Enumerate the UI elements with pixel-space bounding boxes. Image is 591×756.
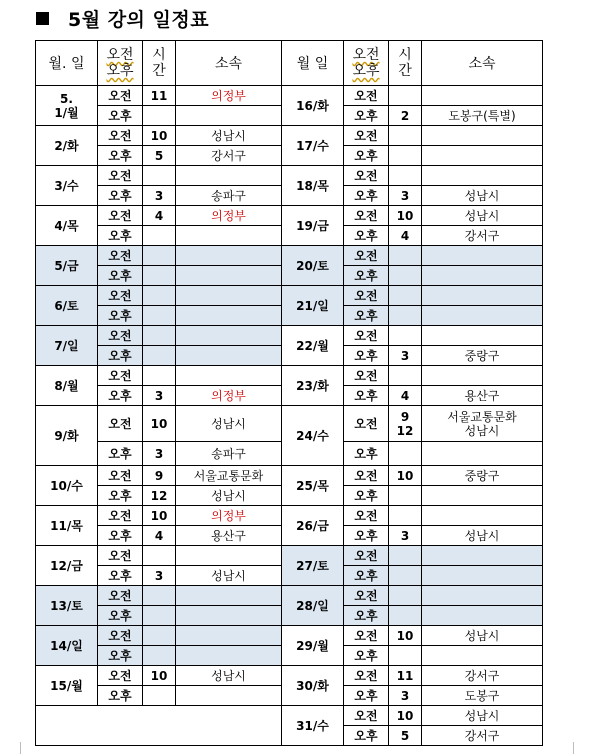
left-empty-cell [36, 706, 282, 746]
header-date: 월. 일 [36, 41, 98, 86]
right-date-cell [282, 166, 344, 206]
right-pm-label: 오후 [344, 646, 389, 666]
right-pm-label: 오후 [344, 606, 389, 626]
left-pm-label: 오후 [98, 606, 143, 626]
left-pm-hours: 3 [143, 186, 176, 206]
left-pm-org [176, 306, 282, 326]
left-date-cell [36, 206, 98, 246]
right-date-text: 29/월 [296, 638, 329, 653]
right-pm-hours: 2 [389, 106, 422, 126]
right-date-cell [282, 506, 344, 546]
right-pm-org [422, 606, 543, 626]
right-pm-org: 강서구 [422, 726, 543, 746]
right-date-cell [282, 626, 344, 666]
left-am-label: 오전 [98, 506, 143, 526]
right-date-text: 18/목 [296, 178, 329, 193]
right-am-hours [389, 506, 422, 526]
left-date-cell [36, 466, 98, 506]
left-pm-hours [143, 606, 176, 626]
left-pm-hours: 12 [143, 486, 176, 506]
left-am-label: 오전 [98, 406, 143, 442]
right-pm-label: 오후 [344, 486, 389, 506]
right-am-label: 오전 [344, 466, 389, 486]
left-pm-org [176, 226, 282, 246]
header-ampm-2: 오전 오후 [344, 41, 389, 86]
right-date-text: 20/토 [296, 258, 329, 273]
right-pm-org [422, 486, 543, 506]
right-pm-hours: 3 [389, 186, 422, 206]
left-pm-org: 성남시 [176, 486, 282, 506]
right-date-cell [282, 546, 344, 586]
left-am-org: 서울교통문화 [176, 466, 282, 486]
left-am-label: 오전 [98, 546, 143, 566]
right-pm-org [422, 442, 543, 466]
left-am-org [176, 546, 282, 566]
right-pm-label: 오후 [344, 226, 389, 246]
table-row [36, 586, 543, 606]
left-am-hours: 10 [143, 126, 176, 146]
right-pm-org [422, 146, 543, 166]
right-date-text: 23/화 [296, 378, 329, 393]
left-am-hours: 10 [143, 666, 176, 686]
right-am-hours [389, 86, 422, 106]
left-date-text: 6/토 [54, 298, 79, 313]
left-pm-label: 오후 [98, 266, 143, 286]
left-pm-hours: 3 [143, 566, 176, 586]
right-am-org: 성남시 [422, 626, 543, 646]
right-am-label: 오전 [344, 586, 389, 606]
right-am-org [422, 86, 543, 106]
left-am-hours: 10 [143, 506, 176, 526]
left-pm-org: 성남시 [176, 566, 282, 586]
table-row [36, 246, 543, 266]
right-am-hours: 10 [389, 626, 422, 646]
right-pm-org: 강서구 [422, 226, 543, 246]
right-am-hours: 9 12 [389, 406, 422, 442]
right-pm-hours [389, 646, 422, 666]
left-pm-org: 의정부 [176, 386, 282, 406]
left-date-text: 11/목 [50, 518, 83, 533]
left-pm-org [176, 106, 282, 126]
left-date-cell [36, 626, 98, 666]
right-pm-hours [389, 306, 422, 326]
left-am-label: 오전 [98, 166, 143, 186]
left-pm-hours: 5 [143, 146, 176, 166]
right-am-label: 오전 [344, 406, 389, 442]
left-pm-hours [143, 646, 176, 666]
right-date-text: 24/수 [296, 428, 329, 443]
header-hours: 시 간 [143, 41, 176, 86]
table-row [36, 326, 543, 346]
right-date-text: 31/수 [296, 718, 329, 733]
header-org-2: 소속 [422, 41, 543, 86]
right-date-cell [282, 466, 344, 506]
right-pm-label: 오후 [344, 106, 389, 126]
left-date-cell [36, 286, 98, 326]
left-am-org: 성남시 [176, 406, 282, 442]
right-pm-label: 오후 [344, 526, 389, 546]
left-pm-label: 오후 [98, 106, 143, 126]
right-pm-hours: 4 [389, 386, 422, 406]
left-am-hours [143, 586, 176, 606]
left-am-label: 오전 [98, 326, 143, 346]
left-pm-label: 오후 [98, 686, 143, 706]
table-row [36, 206, 543, 226]
right-date-text: 27/토 [296, 558, 329, 573]
left-pm-hours [143, 226, 176, 246]
left-pm-label: 오후 [98, 306, 143, 326]
right-date-text: 26/금 [296, 518, 329, 533]
right-am-org [422, 126, 543, 146]
right-am-label: 오전 [344, 246, 389, 266]
left-pm-label: 오후 [98, 346, 143, 366]
right-am-hours [389, 126, 422, 146]
table-row [36, 626, 543, 646]
right-am-org [422, 246, 543, 266]
right-am-label: 오전 [344, 126, 389, 146]
right-date-cell [282, 326, 344, 366]
left-am-org [176, 246, 282, 266]
right-date-text: 22/월 [296, 338, 329, 353]
left-pm-org [176, 686, 282, 706]
left-am-hours [143, 166, 176, 186]
left-date-text: 3/수 [54, 178, 79, 193]
right-am-hours: 11 [389, 666, 422, 686]
right-pm-label: 오후 [344, 306, 389, 326]
right-date-cell [282, 86, 344, 126]
left-date-cell [36, 326, 98, 366]
right-date-text: 17/수 [296, 138, 329, 153]
left-pm-label: 오후 [98, 526, 143, 546]
right-pm-hours: 4 [389, 226, 422, 246]
right-pm-label: 오후 [344, 146, 389, 166]
right-pm-label: 오후 [344, 686, 389, 706]
right-am-org: 성남시 [422, 206, 543, 226]
right-date-cell [282, 706, 344, 746]
left-am-org [176, 366, 282, 386]
left-pm-label: 오후 [98, 486, 143, 506]
right-pm-hours [389, 486, 422, 506]
left-pm-hours: 4 [143, 526, 176, 546]
right-am-org: 서울교통문화 성남시 [422, 406, 543, 442]
right-am-org [422, 166, 543, 186]
right-am-hours [389, 546, 422, 566]
document-title [36, 5, 209, 31]
right-am-label: 오전 [344, 706, 389, 726]
left-pm-org [176, 346, 282, 366]
left-am-label: 오전 [98, 626, 143, 646]
left-pm-label: 오후 [98, 146, 143, 166]
right-am-hours [389, 286, 422, 306]
right-date-text: 30/화 [296, 678, 329, 693]
left-pm-org: 송파구 [176, 186, 282, 206]
right-am-org [422, 326, 543, 346]
left-am-label: 오전 [98, 366, 143, 386]
right-pm-hours: 5 [389, 726, 422, 746]
left-date-cell [36, 406, 98, 466]
left-am-org [176, 586, 282, 606]
left-date-cell [36, 586, 98, 626]
left-date-cell [36, 366, 98, 406]
right-am-hours [389, 246, 422, 266]
left-am-org: 성남시 [176, 666, 282, 686]
right-pm-org: 용산구 [422, 386, 543, 406]
left-date-text: 8/월 [54, 378, 79, 393]
left-date-text: 9/화 [54, 428, 79, 443]
right-am-label: 오전 [344, 626, 389, 646]
left-am-hours: 4 [143, 206, 176, 226]
right-am-org [422, 506, 543, 526]
table-row [36, 666, 543, 686]
right-am-hours: 10 [389, 466, 422, 486]
left-am-label: 오전 [98, 666, 143, 686]
right-pm-label: 오후 [344, 186, 389, 206]
table-row [36, 86, 543, 106]
right-pm-org: 성남시 [422, 526, 543, 546]
right-date-cell [282, 586, 344, 626]
right-pm-label: 오후 [344, 726, 389, 746]
left-am-label: 오전 [98, 126, 143, 146]
left-am-hours [143, 626, 176, 646]
left-am-hours [143, 546, 176, 566]
right-date-cell [282, 286, 344, 326]
left-pm-org [176, 646, 282, 666]
right-am-hours: 10 [389, 706, 422, 726]
right-pm-hours: 3 [389, 526, 422, 546]
table-row [36, 286, 543, 306]
left-date-text: 15/월 [50, 678, 83, 693]
right-am-label: 오전 [344, 86, 389, 106]
schedule-table [35, 40, 543, 746]
right-date-cell [282, 406, 344, 466]
header-row [36, 41, 543, 86]
right-am-hours [389, 326, 422, 346]
left-pm-hours [143, 346, 176, 366]
right-pm-org [422, 646, 543, 666]
right-pm-org [422, 566, 543, 586]
left-pm-org: 용산구 [176, 526, 282, 546]
left-am-org: 의정부 [176, 86, 282, 106]
left-date-text: 10/수 [50, 478, 83, 493]
right-am-label: 오전 [344, 666, 389, 686]
left-date-cell [36, 86, 98, 126]
right-am-hours [389, 586, 422, 606]
right-pm-org [422, 306, 543, 326]
right-am-org: 중랑구 [422, 466, 543, 486]
left-pm-label: 오후 [98, 186, 143, 206]
right-date-text: 25/목 [296, 478, 329, 493]
left-pm-hours [143, 106, 176, 126]
left-am-org [176, 166, 282, 186]
right-date-text: 21/일 [296, 298, 329, 313]
right-am-org: 강서구 [422, 666, 543, 686]
table-row [36, 406, 543, 442]
right-pm-org: 중랑구 [422, 346, 543, 366]
right-pm-label: 오후 [344, 346, 389, 366]
right-date-cell [282, 666, 344, 706]
right-am-label: 오전 [344, 166, 389, 186]
left-pm-org: 송파구 [176, 442, 282, 466]
right-pm-label: 오후 [344, 442, 389, 466]
left-pm-org [176, 606, 282, 626]
right-pm-hours: 3 [389, 686, 422, 706]
left-am-org [176, 286, 282, 306]
left-am-label: 오전 [98, 466, 143, 486]
left-pm-hours: 3 [143, 442, 176, 466]
left-am-label: 오전 [98, 586, 143, 606]
left-am-hours: 11 [143, 86, 176, 106]
left-am-hours [143, 246, 176, 266]
right-pm-org [422, 266, 543, 286]
left-am-hours [143, 366, 176, 386]
right-am-label: 오전 [344, 506, 389, 526]
left-am-org [176, 326, 282, 346]
table-row [36, 466, 543, 486]
left-pm-org [176, 266, 282, 286]
left-date-cell [36, 546, 98, 586]
left-date-text: 12/금 [50, 558, 83, 573]
right-am-org [422, 586, 543, 606]
header-date-2: 월 일 [282, 41, 344, 86]
left-date-text: 7/일 [54, 338, 79, 353]
left-date-text: 4/목 [54, 218, 79, 233]
header-ampm: 오전 오후 [98, 41, 143, 86]
table-row [36, 506, 543, 526]
left-pm-label: 오후 [98, 386, 143, 406]
table-row [36, 366, 543, 386]
left-pm-label: 오후 [98, 226, 143, 246]
left-pm-org: 강서구 [176, 146, 282, 166]
right-date-text: 28/일 [296, 598, 329, 613]
left-am-label: 오전 [98, 286, 143, 306]
header-org: 소속 [176, 41, 282, 86]
right-date-text: 16/화 [296, 98, 329, 113]
left-am-org: 의정부 [176, 506, 282, 526]
page-corner-mark [565, 742, 574, 754]
right-am-hours: 10 [389, 206, 422, 226]
left-date-cell [36, 506, 98, 546]
right-pm-label: 오후 [344, 386, 389, 406]
left-date-text: 2/화 [54, 138, 79, 153]
right-am-org [422, 286, 543, 306]
table-row [36, 546, 543, 566]
right-date-cell [282, 206, 344, 246]
right-pm-hours: 3 [389, 346, 422, 366]
left-date-text: 5. 1/월 [54, 91, 79, 120]
right-date-cell [282, 366, 344, 406]
right-am-org: 성남시 [422, 706, 543, 726]
right-date-text: 19/금 [296, 218, 329, 233]
left-date-cell [36, 126, 98, 166]
left-pm-label: 오후 [98, 566, 143, 586]
left-pm-hours [143, 306, 176, 326]
left-date-cell [36, 166, 98, 206]
left-am-label: 오전 [98, 86, 143, 106]
left-date-cell [36, 666, 98, 706]
left-pm-hours [143, 686, 176, 706]
left-am-label: 오전 [98, 206, 143, 226]
right-date-cell [282, 126, 344, 166]
right-am-label: 오전 [344, 286, 389, 306]
right-pm-hours [389, 442, 422, 466]
page-corner-mark [20, 742, 29, 754]
right-am-label: 오전 [344, 326, 389, 346]
right-date-cell [282, 246, 344, 286]
right-am-org [422, 366, 543, 386]
right-am-label: 오전 [344, 546, 389, 566]
right-am-label: 오전 [344, 206, 389, 226]
left-am-hours [143, 286, 176, 306]
left-date-text: 13/토 [50, 598, 83, 613]
left-pm-label: 오후 [98, 646, 143, 666]
left-pm-hours: 3 [143, 386, 176, 406]
left-am-org [176, 626, 282, 646]
left-am-hours: 10 [143, 406, 176, 442]
right-pm-label: 오후 [344, 566, 389, 586]
table-row [36, 126, 543, 146]
right-pm-hours [389, 146, 422, 166]
title-text: 5월 강의 일정표 [68, 8, 210, 31]
left-am-org: 성남시 [176, 126, 282, 146]
right-pm-org: 도봉구 [422, 686, 543, 706]
right-pm-org: 도봉구(특별) [422, 106, 543, 126]
right-pm-org: 성남시 [422, 186, 543, 206]
table-row [36, 166, 543, 186]
left-pm-hours [143, 266, 176, 286]
table-row [36, 706, 543, 726]
right-pm-hours [389, 266, 422, 286]
right-pm-label: 오후 [344, 266, 389, 286]
right-am-label: 오전 [344, 366, 389, 386]
left-am-label: 오전 [98, 246, 143, 266]
square-bullet-icon [36, 12, 49, 25]
right-am-hours [389, 166, 422, 186]
right-am-org [422, 546, 543, 566]
left-date-text: 14/일 [50, 638, 83, 653]
left-am-hours: 9 [143, 466, 176, 486]
left-am-hours [143, 326, 176, 346]
right-pm-hours [389, 566, 422, 586]
left-date-cell [36, 246, 98, 286]
left-am-org: 의정부 [176, 206, 282, 226]
left-pm-label: 오후 [98, 442, 143, 466]
right-pm-hours [389, 606, 422, 626]
left-date-text: 5/금 [54, 258, 79, 273]
right-am-hours [389, 366, 422, 386]
header-hours-2: 시 간 [389, 41, 422, 86]
